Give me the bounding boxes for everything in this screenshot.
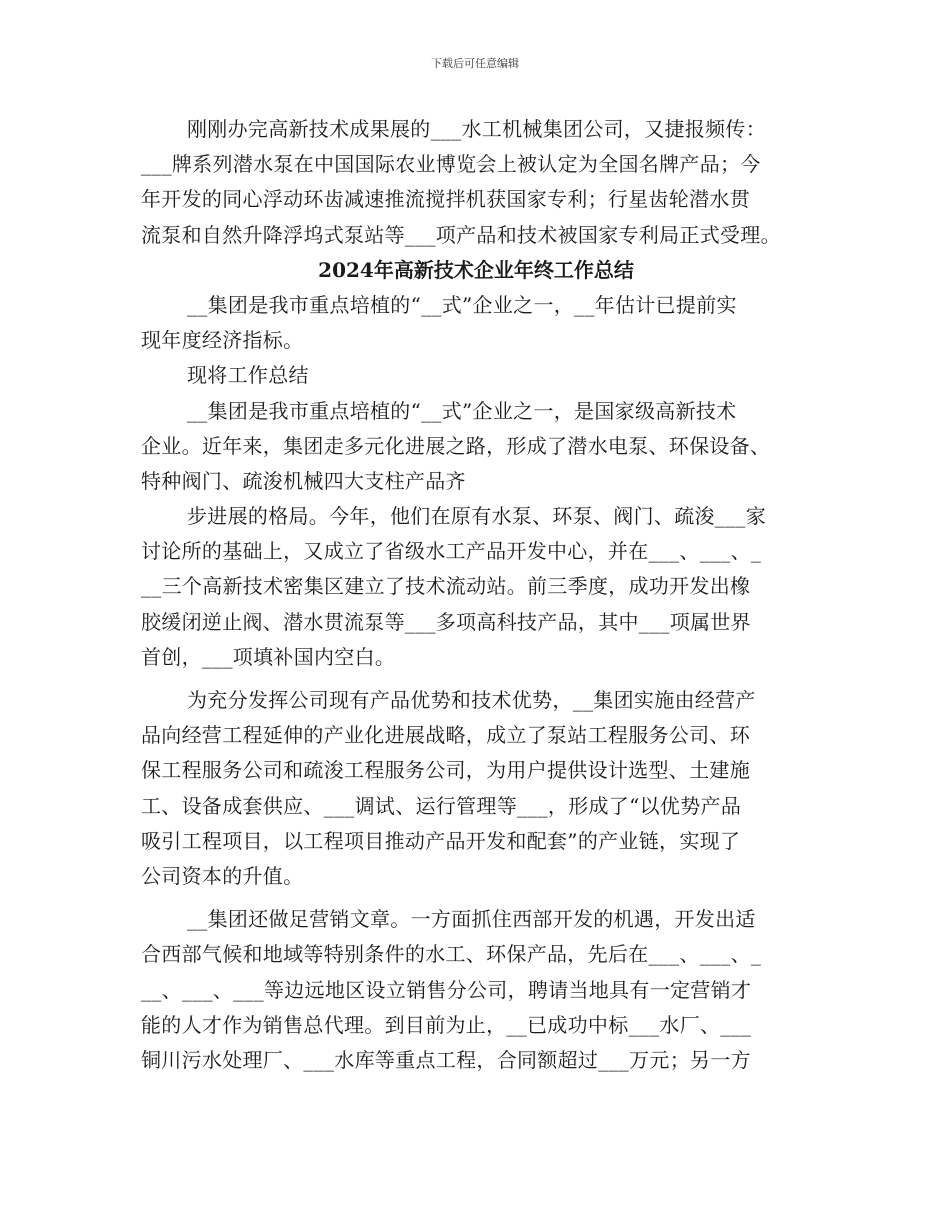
text-line: __集团还做足营销文章。一方面抓住西部开发的机遇，开发出适 [187,907,756,932]
text-line: 胶缓闭逆止阀、潜水贯流泵等___多项高科技产品，其中___项属世界 [141,609,751,634]
text-line: 流泵和自然升降浮坞式泵站等___项产品和技术被国家专利局正式受理。 [141,222,781,247]
text-line: 保工程服务公司和疏浚工程服务公司，为用户提供设计选型、土建施 [141,758,750,783]
text-line: __集团是我市重点培植的“__式”企业之一，是国家级高新技术 [187,398,737,423]
text-line: 为充分发挥公司现有产品优势和技术优势，__集团实施由经营产 [187,688,756,712]
document-title: 2024年高新技术企业年终工作总结 [318,257,634,282]
paragraph-gap [141,675,811,683]
paragraph-5 [141,683,811,894]
text-line: __、___、___等边远地区设立销售分公司，聘请当地具有一定营销才 [141,977,752,1002]
text-line: __三个高新技术密集区建立了技术流动站。前三季度，成功开发出橡 [141,574,751,599]
text-line: 工、设备成套供应、___调试、运行管理等___，形成了“以优势产品 [141,793,742,818]
text-line: 年开发的同心浮动环齿减速推流搅拌机获国家专利；行星齿轮潜水贯 [141,187,750,212]
text-line: 讨论所的基础上，又成立了省级水工产品开发中心，并在___、___、_ [141,539,762,564]
text-line: 合西部气候和地域等特别条件的水工、环保产品，先后在___、___、_ [141,942,762,967]
text-line: 公司资本的升值。 [141,863,304,888]
document-body [141,112,811,1078]
text-line: ___牌系列潜水泵在中国国际农业博览会上被认定为全国名牌产品；今 [141,152,761,177]
text-line: 步进展的格局。今年，他们在原有水泵、环泵、阀门、疏浚___家 [187,504,766,529]
text-line: 首创，___项填补国内空白。 [141,644,396,669]
text-line: 品向经营工程延伸的产业化进展战略，成立了泵站工程服务公司、环 [141,723,750,748]
intro-paragraph [141,112,811,253]
text-line: 特种阀门、疏浚机械四大支柱产品齐 [141,468,466,493]
text-line: 现将工作总结 [187,363,309,388]
paragraph-1 [141,288,811,358]
paragraph-gap [141,894,811,902]
text-line: 刚刚办完高新技术成果展的___水工机械集团公司，又捷报频传： [187,117,766,141]
text-line: 铜川污水处理厂、___水库等重点工程，合同额超过___万元；另一方 [141,1047,751,1072]
paragraph-2 [141,358,811,393]
paragraph-3 [141,394,811,500]
text-line: 能的人才作为销售总代理。到目前为止，__已成功中标___水厂、___ [141,1012,752,1037]
text-line: 现年度经济指标。 [141,328,304,353]
paragraph-4 [141,499,811,675]
text-line: 企业。近年来，集团走多元化进展之路，形成了潜水电泵、环保设备、 [141,433,771,458]
text-line: 吸引工程项目，以工程项目推动产品开发和配套”的产业链，实现了 [141,828,741,853]
header-note: 下载后可任意编辑 [431,57,519,70]
paragraph-6 [141,902,811,1078]
text-line: __集团是我市重点培植的“__式”企业之一，__年估计已提前实 [187,292,737,317]
